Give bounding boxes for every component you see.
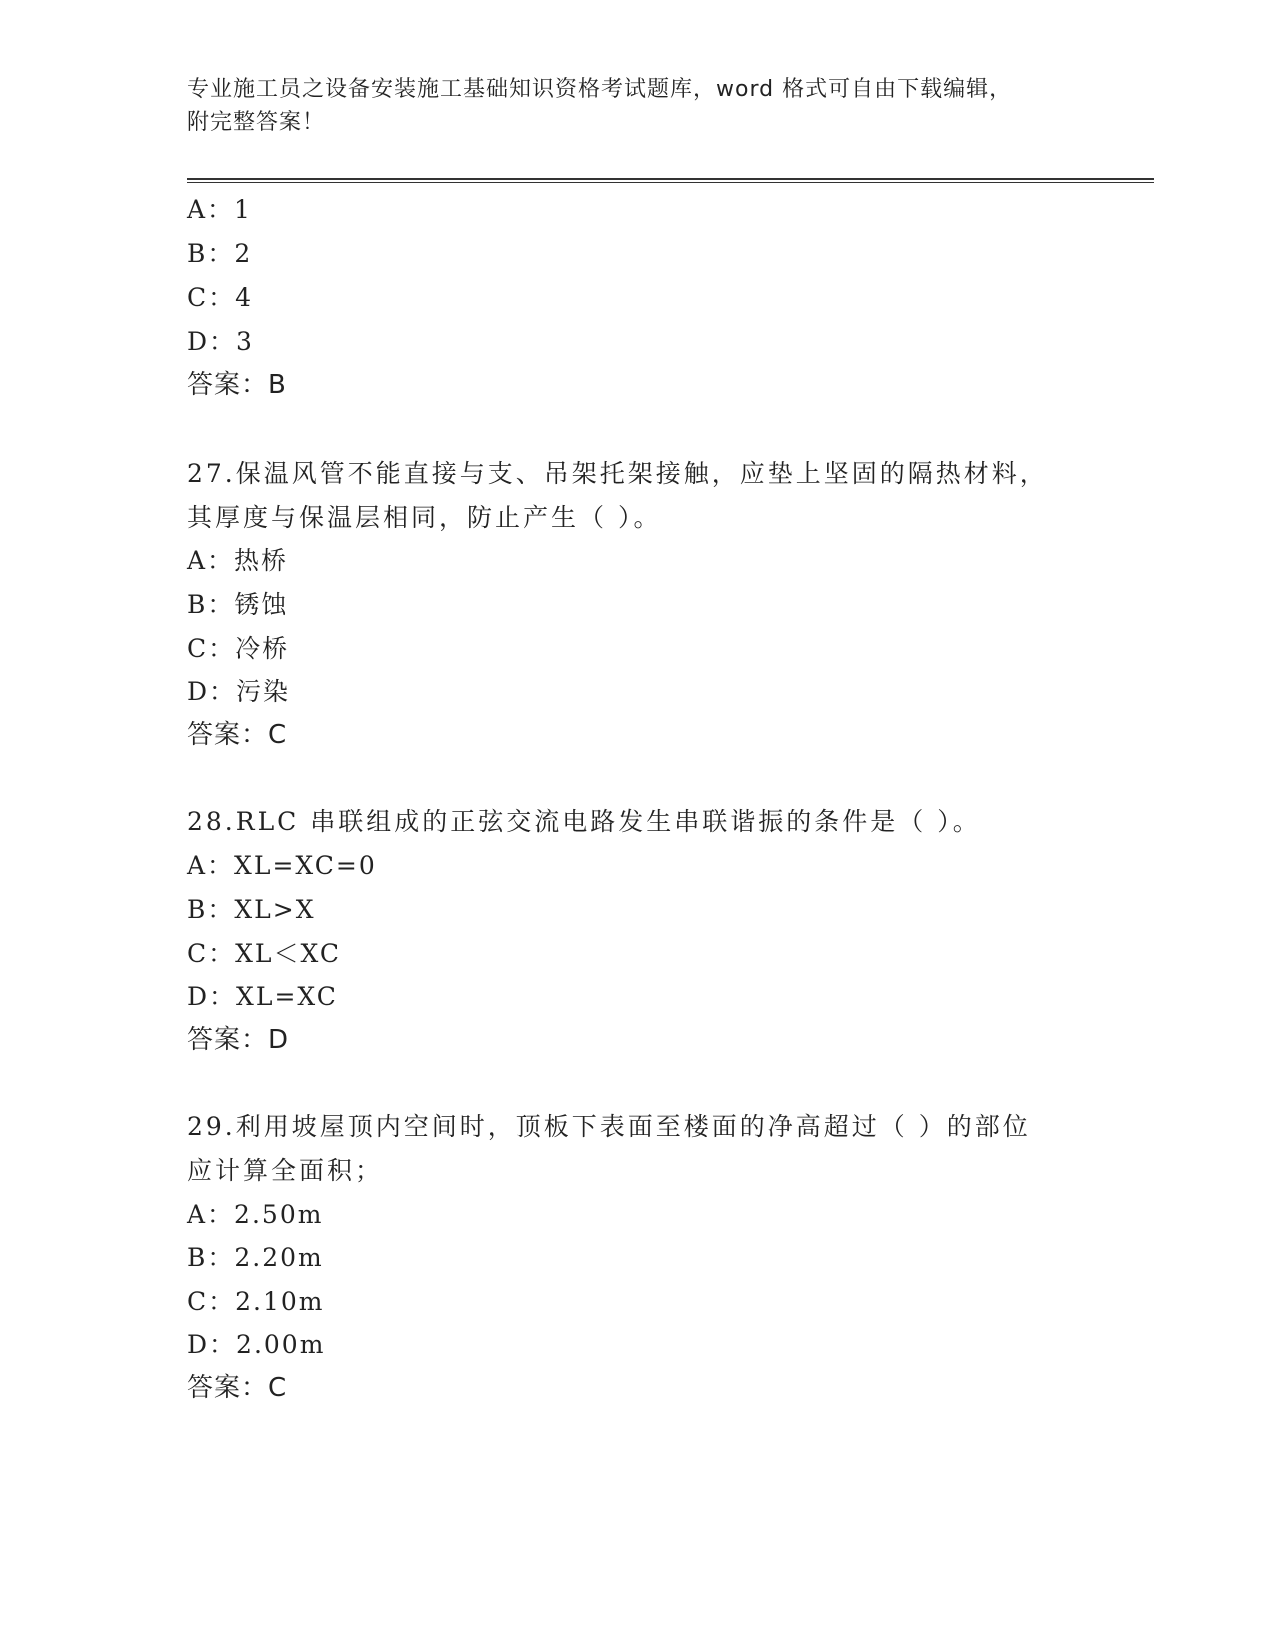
q28-answer: 答案：D bbox=[187, 1025, 290, 1055]
q28-option-a: A：XL=XC=0 bbox=[187, 851, 377, 880]
q27-question-line-1: 27.保温风管不能直接与支、吊架托架接触，应垫上坚固的隔热材料， bbox=[187, 459, 1048, 488]
q29-option-b: B：2.20m bbox=[187, 1243, 324, 1272]
q27-option-b: B：锈蚀 bbox=[187, 590, 289, 619]
q28-option-b: B：XL>X bbox=[187, 895, 316, 924]
header-divider bbox=[187, 178, 1154, 183]
q29-option-a: A：2.50m bbox=[187, 1200, 324, 1229]
q27-option-c: C：冷桥 bbox=[187, 634, 290, 663]
q27-question-line-2: 其厚度与保温层相同，防止产生（ ）。 bbox=[187, 503, 662, 532]
q26-option-d: D：3 bbox=[187, 327, 254, 356]
header-line-1: 专业施工员之设备安装施工基础知识资格考试题库，word 格式可自由下载编辑， bbox=[187, 77, 1013, 102]
q28-option-d: D：XL=XC bbox=[187, 982, 338, 1011]
document-header bbox=[187, 73, 1087, 139]
q28-option-c: C：XL＜XC bbox=[187, 939, 342, 968]
q29-question-line-2: 应计算全面积； bbox=[187, 1156, 384, 1185]
q26-option-b: B：2 bbox=[187, 239, 253, 268]
q29-option-d: D：2.00m bbox=[187, 1330, 326, 1359]
q29-answer: 答案：C bbox=[187, 1373, 288, 1403]
q29-option-c: C：2.10m bbox=[187, 1287, 325, 1316]
q27-answer: 答案：C bbox=[187, 720, 288, 750]
q26-option-c: C：4 bbox=[187, 283, 254, 312]
header-line-2: 附完整答案！ bbox=[187, 110, 326, 135]
q29-question-line-1: 29.利用坡屋顶内空间时，顶板下表面至楼面的净高超过（ ）的部位 bbox=[187, 1112, 1031, 1141]
q27-option-d: D：污染 bbox=[187, 677, 291, 706]
q26-answer: 答案：B bbox=[187, 370, 287, 400]
q28-question-line-1: 28.RLC 串联组成的正弦交流电路发生串联谐振的条件是（ ）。 bbox=[187, 807, 981, 836]
q26-option-a: A：1 bbox=[187, 195, 252, 224]
q27-option-a: A：热桥 bbox=[187, 546, 289, 575]
